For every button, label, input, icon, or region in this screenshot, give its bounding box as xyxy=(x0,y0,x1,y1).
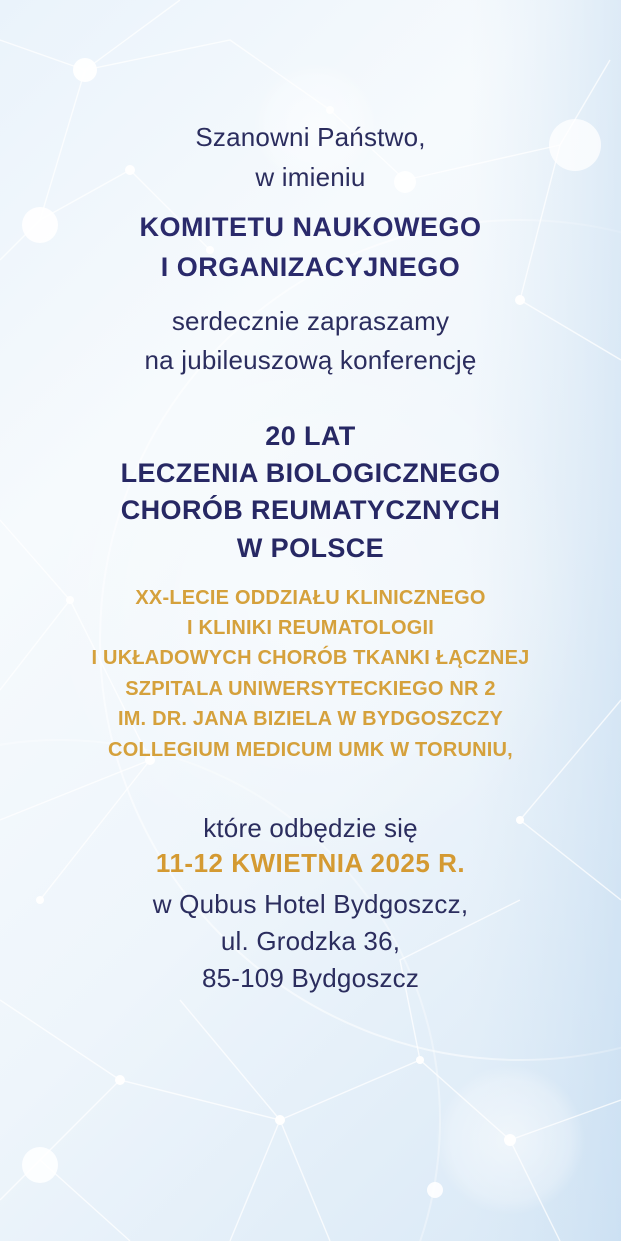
on-behalf-line: w imieniu xyxy=(255,162,366,192)
event-street: ul. Grodzka 36, xyxy=(220,926,401,956)
committee-line-1: KOMITETU NAUKOWEGO xyxy=(139,212,482,242)
greeting-line: Szanowni Państwo, xyxy=(195,122,426,152)
invitation-line-2: na jubileuszową konferencję xyxy=(144,345,477,375)
anniversary-line-2: I KLINIKI REUMATOLOGII xyxy=(187,617,434,639)
event-intro: które odbędzie się xyxy=(203,813,418,843)
conference-title-line-3: CHORÓB REUMATYCZNYCH xyxy=(120,495,501,525)
conference-title-line-1: 20 LAT xyxy=(265,421,356,451)
anniversary-line-6: COLLEGIUM MEDICUM UMK W TORUNIU, xyxy=(108,739,513,761)
anniversary-line-5: IM. DR. JANA BIZIELA W BYDGOSZCZY xyxy=(117,708,504,730)
anniversary-line-1: XX-LECIE ODDZIAŁU KLINICZNEGO xyxy=(135,587,486,609)
event-venue: w Qubus Hotel Bydgoszcz, xyxy=(152,889,469,919)
anniversary-line-3: I UKŁADOWYCH CHORÓB TKANKI ŁĄCZNEJ xyxy=(91,647,530,669)
event-date: 11-12 KWIETNIA 2025 R. xyxy=(155,848,466,878)
conference-title-line-4: W POLSCE xyxy=(236,533,385,563)
committee-line-2: I ORGANIZACYJNEGO xyxy=(160,252,461,282)
conference-title-line-2: LECZENIA BIOLOGICZNEGO xyxy=(120,458,501,488)
invitation-line-1: serdecznie zapraszamy xyxy=(171,306,450,336)
event-city: 85-109 Bydgoszcz xyxy=(201,963,420,993)
anniversary-line-4: SZPITALA UNIWERSYTECKIEGO NR 2 xyxy=(125,678,496,700)
